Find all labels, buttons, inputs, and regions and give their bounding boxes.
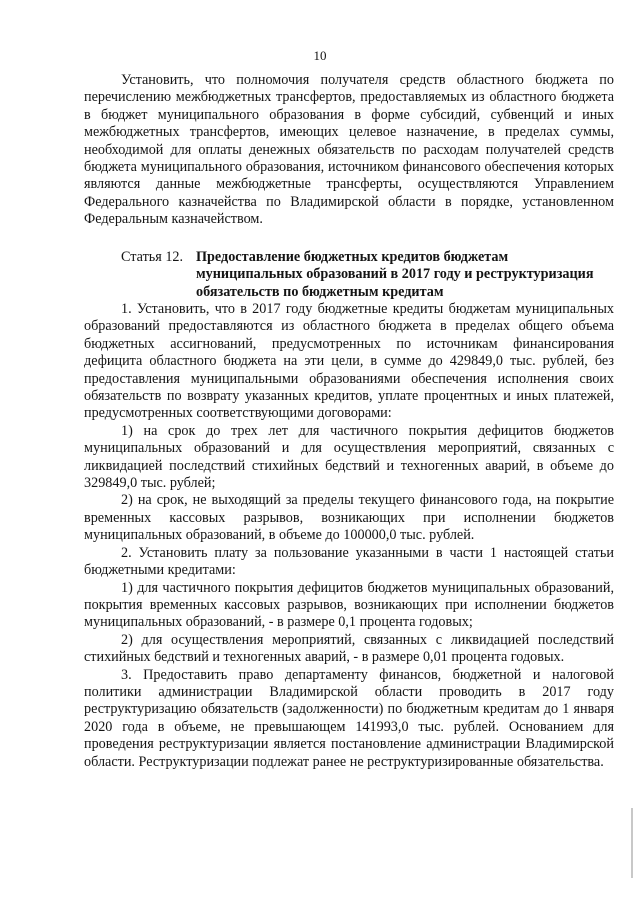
paragraph-part-1: 1. Установить, что в 2017 году бюджетные кредиты бюджетам муниципальных образований предоставляются из областного бюджета в пределах общего объема бюджетных ассигнований, предусмотренных по источникам финансирования дефицита областного бюджета на эти цели, в сумме до 429849,0 тыс. рублей, без предоставления муниципальными образованиями обеспечения исполнения своих обязательств по возврату указанных кредитов, уплате процентных и иных платежей, предусмотренных соответствующими договорами: [84,301,614,422]
scan-edge-mark [631,808,633,878]
page-number: 10 [313,48,327,63]
paragraph-part-1-item-1: 1) на срок до трех лет для частичного покрытия дефицитов бюджетов муниципальных образований и для осуществления мероприятий, связанных с ликвидацией последствий стихийных бедствий и техногенных аварий, в объеме до 329849,0 тыс. рублей; [84,422,614,492]
paragraph-part-1-item-2: 2) на срок, не выходящий за пределы текущего финансового года, на покрытие временных кассовых разрывов, возникающих при исполнении бюджетов муниципальных образований, в объеме до 100000,0 тыс. рублей. [84,492,614,544]
paragraph-part-2-item-1: 1) для частичного покрытия дефицитов бюджетов муниципальных образований, покрытия временных кассовых разрывов, возникающих при исполнении бюджетов муниципальных образований, - в размере 0,1 процента годовых; [84,579,614,631]
article-heading [84,249,614,301]
intro-section [84,72,614,229]
paragraph-treasury-powers: Установить, что полномочия получателя средств областного бюджета по перечислению межбюджетных трансфертов, предоставляемых из областного бюджета в бюджет муниципального образования в форме субсидий, субвенций и иных межбюджетных трансфертов, имеющих целевое назначение, в пределах суммы, необходимой для оплаты денежных обязательств по расходам получателей средств бюджета муниципального образования, источником финансового обеспечения которых являются данные межбюджетные трансферты, осуществляются Управлением Федерального казначейства по Владимирской области в порядке, установленном Федеральным казначейством. [84,72,614,228]
paragraph-part-2-item-2: 2) для осуществления мероприятий, связанных с ликвидацией последствий стихийных бедствий и техногенных аварий, - в размере 0,01 процента годовых. [84,631,614,666]
paragraph-part-2: 2. Установить плату за пользование указанными в части 1 настоящей статьи бюджетными кредитами: [84,544,614,579]
article-body [84,301,614,771]
article-title: Предоставление бюджетных кредитов бюджетам муниципальных образований в 2017 году и реструктуризация обязательств по бюджетным кредитам [196,249,594,300]
article-number: Статья 12. [121,249,184,265]
paragraph-part-3: 3. Предоставить право департаменту финансов, бюджетной и налоговой политики администрации Владимирской области проводить в 2017 году реструктуризацию обязательств (задолженности) по бюджетным кредитам до 1 января 2020 года в объеме, не превышающем 141993,0 тыс. рублей. Основанием для проведения реструктуризации является постановление администрации Владимирской области. Реструктуризации подлежат ранее не реструктуризированные обязательства. [84,666,614,770]
